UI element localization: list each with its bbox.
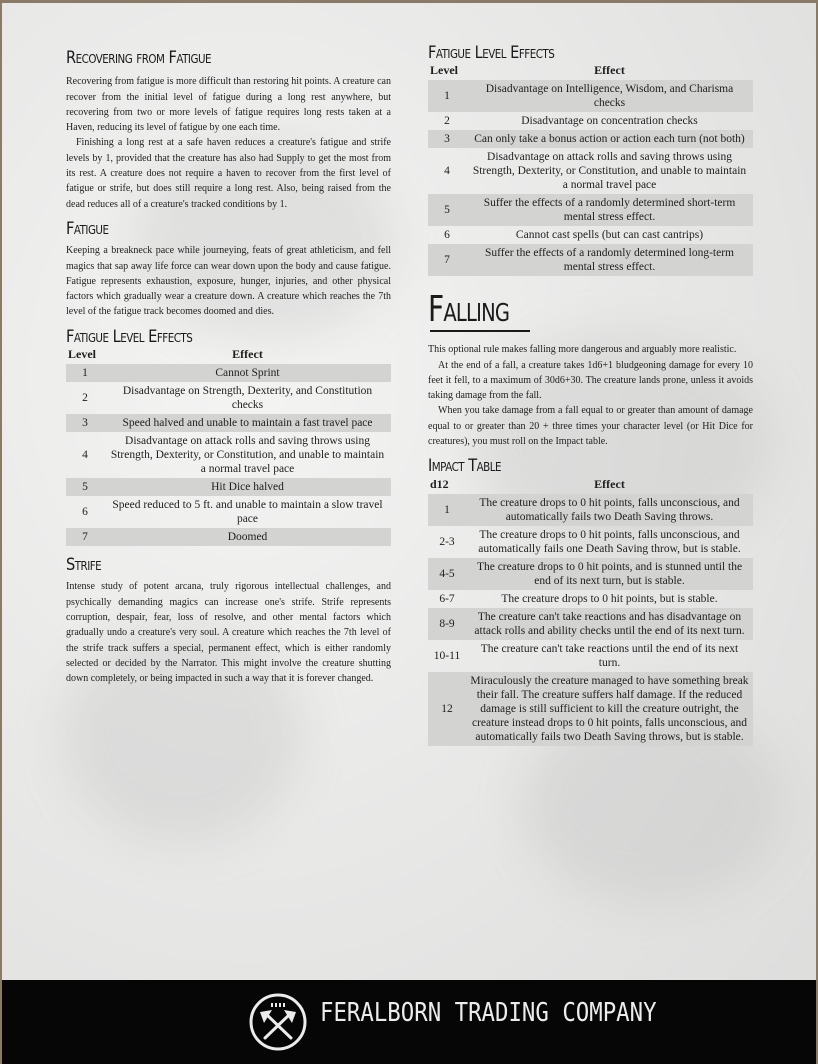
impact-table-col-effect: Effect (594, 476, 625, 491)
footer-bar (2, 980, 816, 1064)
recovering-heading: Recovering from Fatigue (66, 48, 211, 68)
table-row: 3 Speed halved and unable to maintain a fast travel pace (66, 414, 391, 432)
table-row: 1 Cannot Sprint (66, 364, 391, 382)
left-column (66, 48, 391, 686)
impact-table (428, 475, 753, 746)
falling-para-1: This optional rule makes falling more dangerous and arguably more realistic. (428, 344, 737, 356)
table-row: 1 The creature drops to 0 hit points, falls unconscious, and automatically fails two Death Saving throws. (428, 494, 753, 526)
table-row: 1 Disadvantage on Intelligence, Wisdom, and Charisma checks (428, 80, 753, 112)
table-row: 6-7 The creature drops to 0 hit points, but is stable. (439, 592, 718, 605)
brand-name: FERALBORN TRADING COMPANY (320, 998, 657, 1028)
table-row: 2 Disadvantage on concentration checks (444, 115, 698, 128)
fatigue-table-col-level: Level (68, 347, 96, 362)
recovering-para-2: Finishing a long rest at a safe haven reduces a creature's fatigue and strife levels by 1, provided that the creature has also had Supply to get the most from its rest. A creature does not require a haven to recover from the first level of fatigue or strife, but does still require a long rest. Also, being raised from the dead reduces all of a creature's tracked conditions by 1. (66, 137, 391, 210)
table-row: 7 Suffer the effects of a randomly determined long-term mental stress effect. (428, 244, 753, 276)
table-row: 5 Suffer the effects of a randomly determined short-term mental stress effect. (428, 194, 753, 226)
table-row: 10-11 The creature can't take reactions until the end of its next turn. (433, 642, 739, 669)
table-row: 2 Disadvantage on Strength, Dexterity, and Constitution checks (82, 385, 373, 412)
falling-para-3: When you take damage from a fall equal to or greater than amount of damage equal to or greater than 20 + three times your character level (or Hit Dice for creatures), you must roll on the Impact table. (428, 405, 753, 448)
strife-table-col-effect: Effect (594, 63, 625, 78)
table-row: 2-3 The creature drops to 0 hit points, falls unconscious, and automatically fails one Death Saving throw, but is stable. (439, 528, 741, 555)
falling-para-2: At the end of a fall, a creature takes 1d6+1 bludgeoning damage for every 10 feet it fell, to a maximum of 30d6+30. The creature lands prone, unless it avoids taking damage from the fall. (428, 359, 753, 402)
table-row: 6 Cannot cast spells (but can cast cantrips) (444, 229, 704, 242)
table-row: 5 Hit Dice halved (66, 478, 391, 496)
strife-table-col-level: Level (430, 63, 458, 78)
impact-table-col-roll: d12 (430, 476, 449, 491)
strife-heading: Strife (66, 555, 102, 576)
table-row: 8-9 The creature can't take reactions and has disadvantage on attack rolls and ability checks until the end of its next turn. (428, 608, 753, 640)
right-column (428, 43, 753, 746)
document-page (2, 3, 816, 1064)
strife-level-table (428, 61, 753, 276)
table-row: 6 Speed reduced to 5 ft. and unable to maintain a slow travel pace (82, 499, 383, 526)
table-row: 4 Disadvantage on attack rolls and saving throws using Strength, Dexterity, or Constitution, and unable to maintain a normal travel pace (444, 151, 747, 192)
impact-table-heading: Impact Table (428, 456, 501, 477)
title-rule (430, 330, 530, 332)
recovering-para-1: Recovering from fatigue is more difficult than restoring hit points. A creature can recover from the initial level of fatigue during a long rest anywhere, but recovering from two or more levels of fatigue requires long rests taken at a Haven, reducing its level of fatigue by one each time. (66, 76, 391, 134)
fatigue-heading: Fatigue (66, 218, 109, 239)
table-row: 3 Can only take a bonus action or action each turn (not both) (428, 130, 753, 148)
strife-para: Intense study of potent arcana, truly rigorous intellectual challenges, and psychically demanding magics can increase one's strife. Strife represents corruption, despair, fear, loss of resolve, and other mental factors which gradually undo a creature's very soul. A creature which reaches the 7th level of the strife track suffers a special, permanent effect, which is either randomly selected or decided by the Narrator. This might involve the creature shutting down completely, or being impacted in such a way that it is forever changed. (66, 581, 391, 685)
fatigue-table-col-effect: Effect (232, 347, 263, 362)
table-row: 7 Doomed (66, 528, 391, 546)
falling-title: Falling (428, 289, 510, 331)
fatigue-para: Keeping a breakneck pace while journeying, feats of great athleticism, and fell magics that sap away life force can wear down upon the body and cause fatigue. Fatigue represents exhaustion, exposure, hunger, injuries, and other physical factors which gradually wear a creature down. A creature which reaches the 7th level of the fatigue track becomes doomed and dies. (66, 245, 391, 318)
table-row: 12 Miraculously the creature managed to have something break their fall. The creature suffers half damage. If the reduced damage is still sufficient to kill the creature outright, the creature instead drops to 0 hit points, falls unconscious, and automatically fails two Death Saving throws, but is stable. (428, 672, 753, 746)
table-row: 4-5 The creature drops to 0 hit points, and is stunned until the end of its next turn, but is stable. (428, 558, 753, 590)
fatigue-level-table (66, 345, 391, 546)
fatigue-table-heading: Fatigue Level Effects (66, 326, 193, 347)
table-row: 4 Disadvantage on attack rolls and saving throws using Strength, Dexterity, or Constitution, and unable to maintain a normal travel pace (82, 435, 385, 476)
strife-table-heading: Fatigue Level Effects (428, 43, 555, 63)
crossed-axes-logo-icon (248, 992, 308, 1052)
